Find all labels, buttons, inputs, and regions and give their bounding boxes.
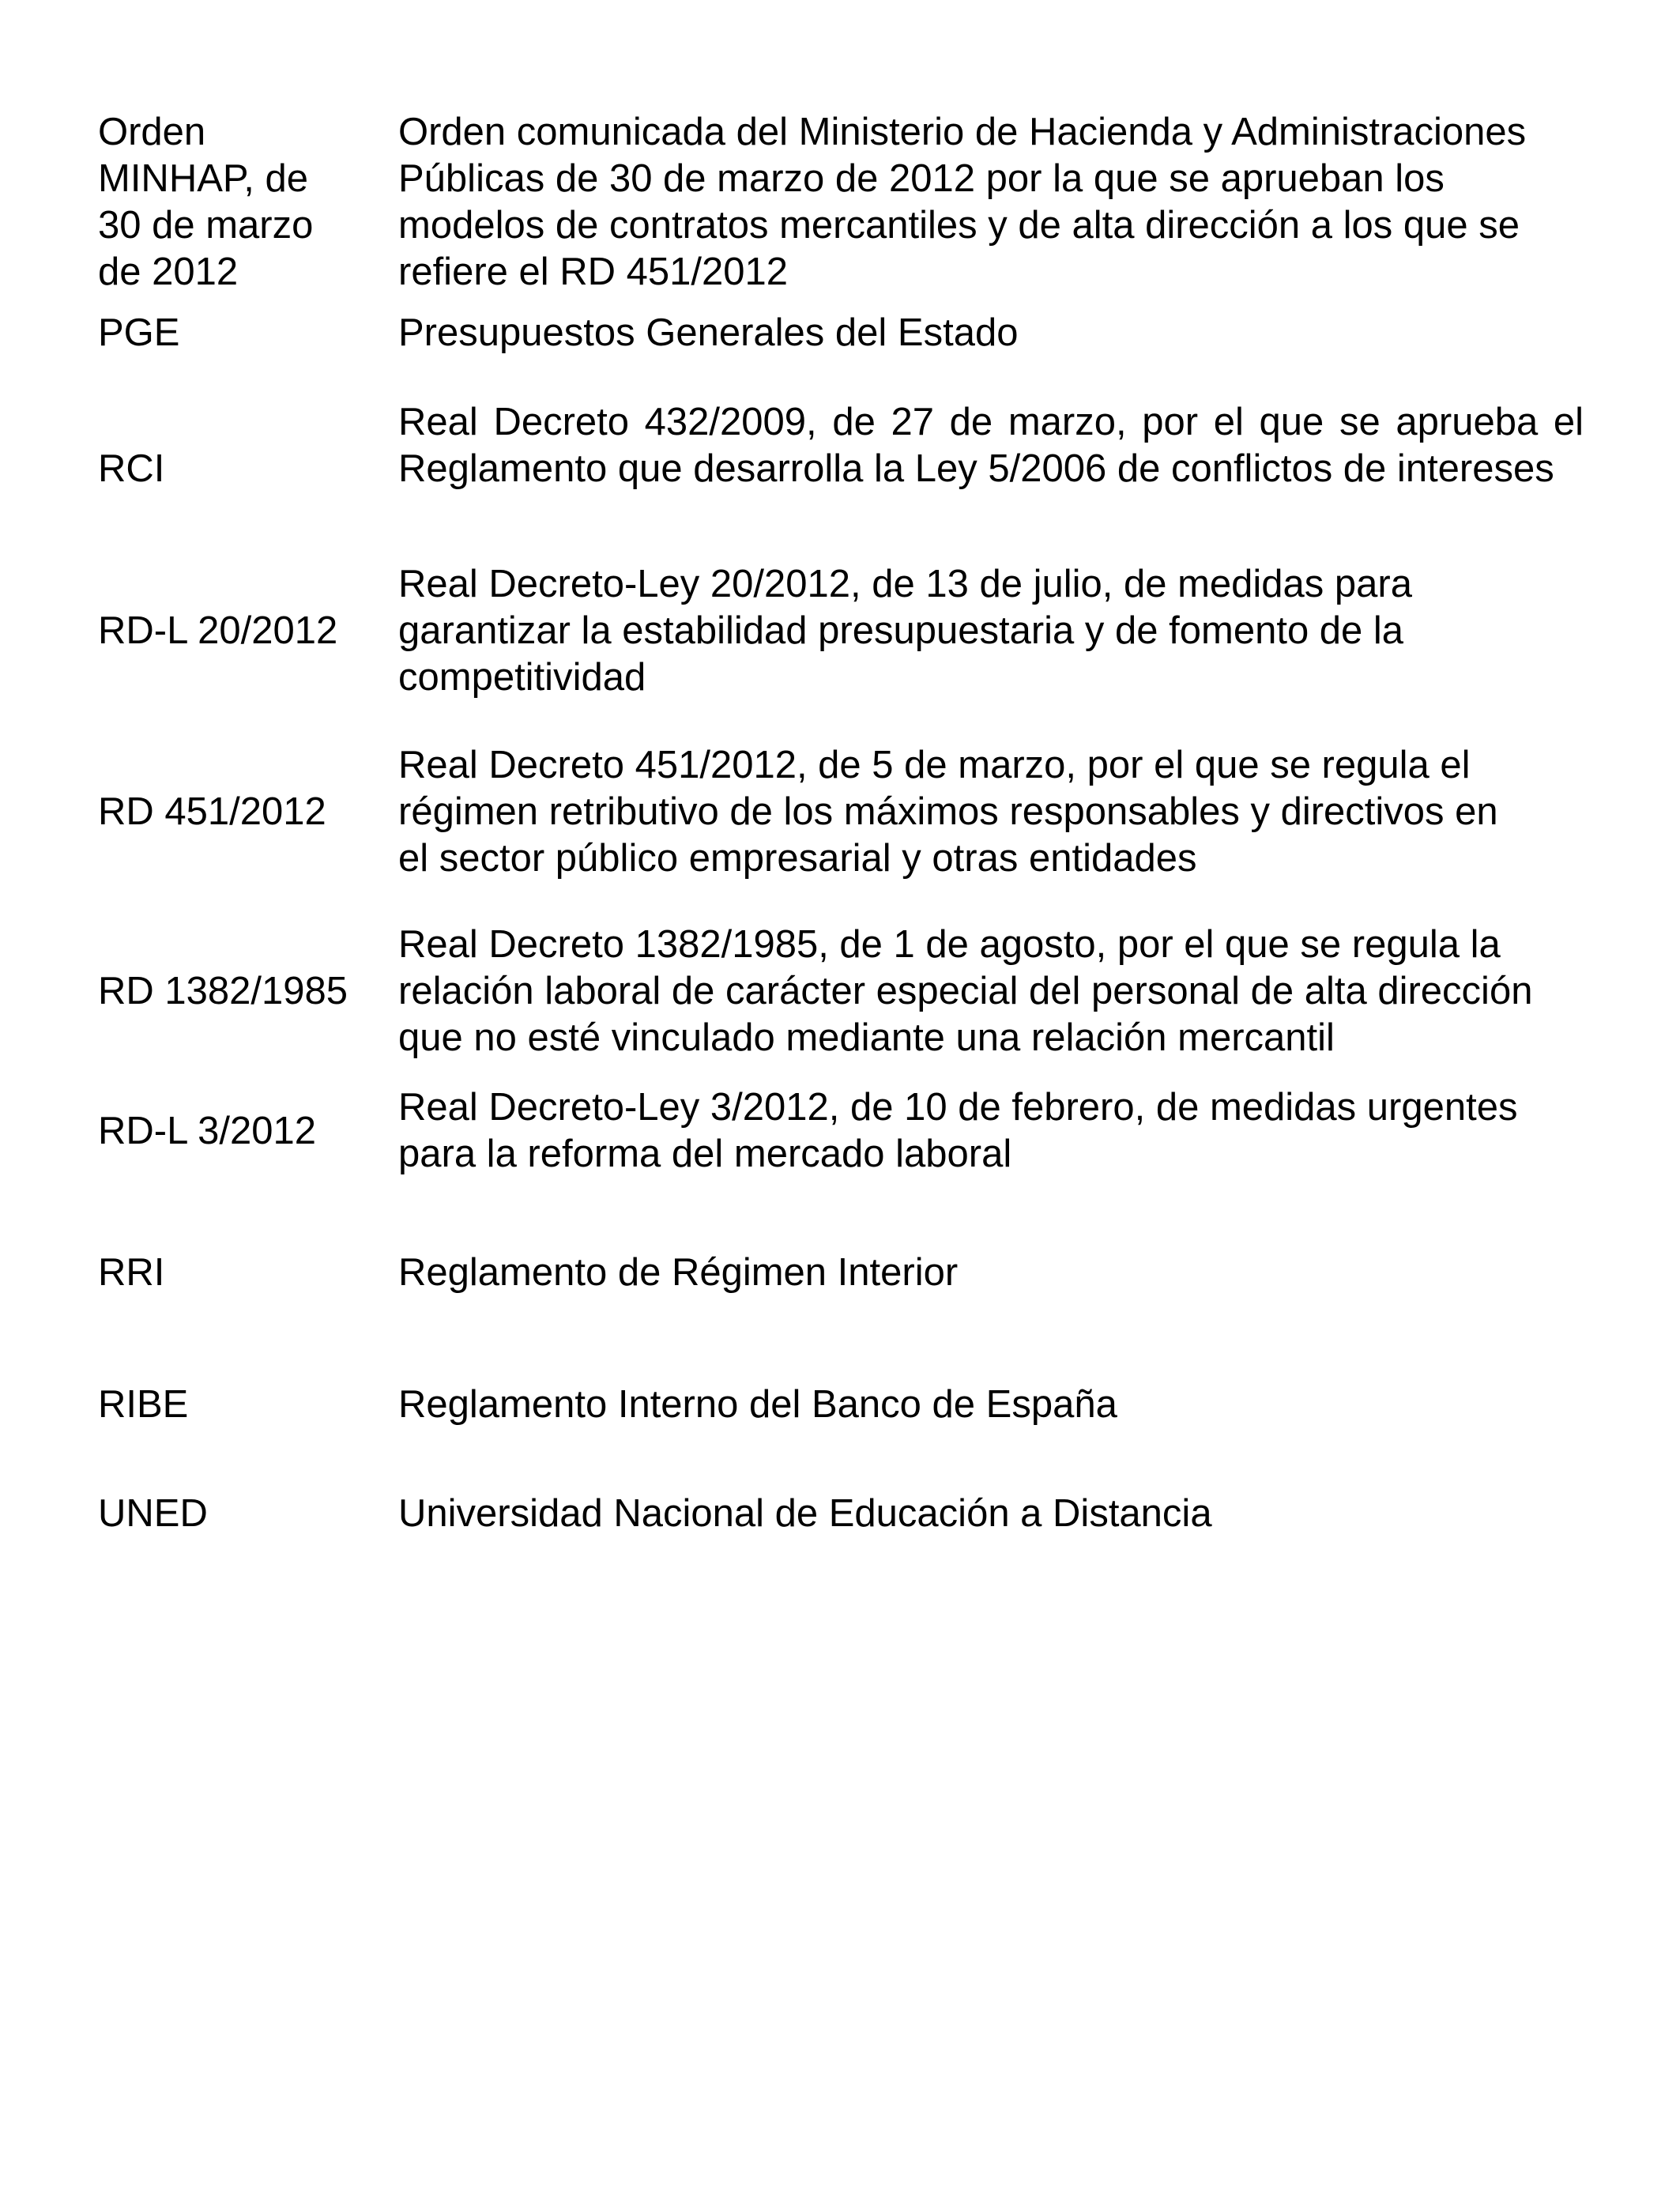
definition-line: régimen retributivo de los máximos responsables y directivos en bbox=[398, 790, 1498, 833]
definition-line: que no esté vinculado mediante una relación mercantil bbox=[398, 1016, 1335, 1059]
definition-line: el sector público empresarial y otras entidades bbox=[398, 837, 1197, 880]
abbreviation-definition bbox=[398, 742, 1584, 882]
abbreviation-row-rdl-3-2012 bbox=[98, 1084, 1584, 1179]
definition-line: refiere el RD 451/2012 bbox=[398, 251, 789, 293]
abbreviation-row-ribe bbox=[98, 1382, 1584, 1429]
abbreviation-term: RRI bbox=[98, 1251, 165, 1294]
term-line: de 2012 bbox=[98, 251, 239, 293]
abbreviation-definition bbox=[398, 109, 1584, 296]
definition-line: Real Decreto-Ley 3/2012, de 10 de febrero, de medidas urgentes bbox=[398, 1086, 1518, 1129]
definition-line: Orden comunicada del Ministerio de Hacienda y Administraciones bbox=[398, 111, 1527, 153]
abbreviation-term: RIBE bbox=[98, 1383, 189, 1426]
abbreviation-definition: Real Decreto 432/2009, de 27 de marzo, por el que se aprueba el Reglamento que desarrolla la Ley 5/2006 de conflictos de intereses bbox=[398, 401, 1584, 490]
abbreviation-definition bbox=[398, 922, 1584, 1061]
definition-line: garantizar la estabilidad presupuestaria y de fomento de la bbox=[398, 609, 1404, 652]
abbreviation-row-rd-451-2012 bbox=[98, 742, 1584, 884]
abbreviation-row-rci bbox=[98, 399, 1584, 541]
abbreviation-term: UNED bbox=[98, 1492, 208, 1535]
definition-line: Públicas de 30 de marzo de 2012 por la que se aprueban los bbox=[398, 157, 1445, 200]
term-line: Orden bbox=[98, 111, 206, 153]
abbreviation-row-orden-minhap bbox=[98, 109, 1584, 299]
abbreviation-term: RCI bbox=[98, 447, 165, 490]
definition-line: relación laboral de carácter especial del personal de alta dirección bbox=[398, 970, 1533, 1012]
abbreviation-term bbox=[98, 109, 367, 296]
abbreviation-definition: Presupuestos Generales del Estado bbox=[398, 311, 1019, 354]
abbreviation-term: PGE bbox=[98, 311, 180, 354]
abbreviation-definition: Reglamento Interno del Banco de España bbox=[398, 1383, 1117, 1426]
abbreviation-term: RD 1382/1985 bbox=[98, 970, 348, 1012]
term-line: 30 de marzo bbox=[98, 204, 314, 247]
term-line: MINHAP, de bbox=[98, 157, 308, 200]
abbreviation-row-pge bbox=[98, 310, 1584, 357]
abbreviation-term: RD 451/2012 bbox=[98, 790, 326, 833]
abbreviation-row-rri bbox=[98, 1250, 1584, 1297]
abbreviation-definition: Reglamento de Régimen Interior bbox=[398, 1251, 959, 1294]
abbreviation-definition: Universidad Nacional de Educación a Distancia bbox=[398, 1492, 1212, 1535]
abbreviation-term: RD-L 20/2012 bbox=[98, 609, 338, 652]
abbreviation-definition bbox=[398, 1084, 1584, 1178]
abbreviation-row-uned bbox=[98, 1491, 1584, 1538]
abbreviation-term: RD-L 3/2012 bbox=[98, 1110, 317, 1152]
definition-line: Real Decreto-Ley 20/2012, de 13 de julio, de medidas para bbox=[398, 563, 1412, 605]
definition-line: Real Decreto 451/2012, de 5 de marzo, por el que se regula el bbox=[398, 744, 1471, 786]
definition-line: competitividad bbox=[398, 656, 646, 699]
abbreviation-row-rd-1382-1985 bbox=[98, 922, 1584, 1064]
definition-line: para la reforma del mercado laboral bbox=[398, 1133, 1012, 1175]
definition-line: modelos de contratos mercantiles y de alta dirección a los que se bbox=[398, 204, 1520, 247]
abbreviation-definition bbox=[398, 561, 1584, 701]
definition-line: Real Decreto 1382/1985, de 1 de agosto, por el que se regula la bbox=[398, 923, 1501, 966]
abbreviation-row-rdl-20-2012 bbox=[98, 561, 1584, 703]
